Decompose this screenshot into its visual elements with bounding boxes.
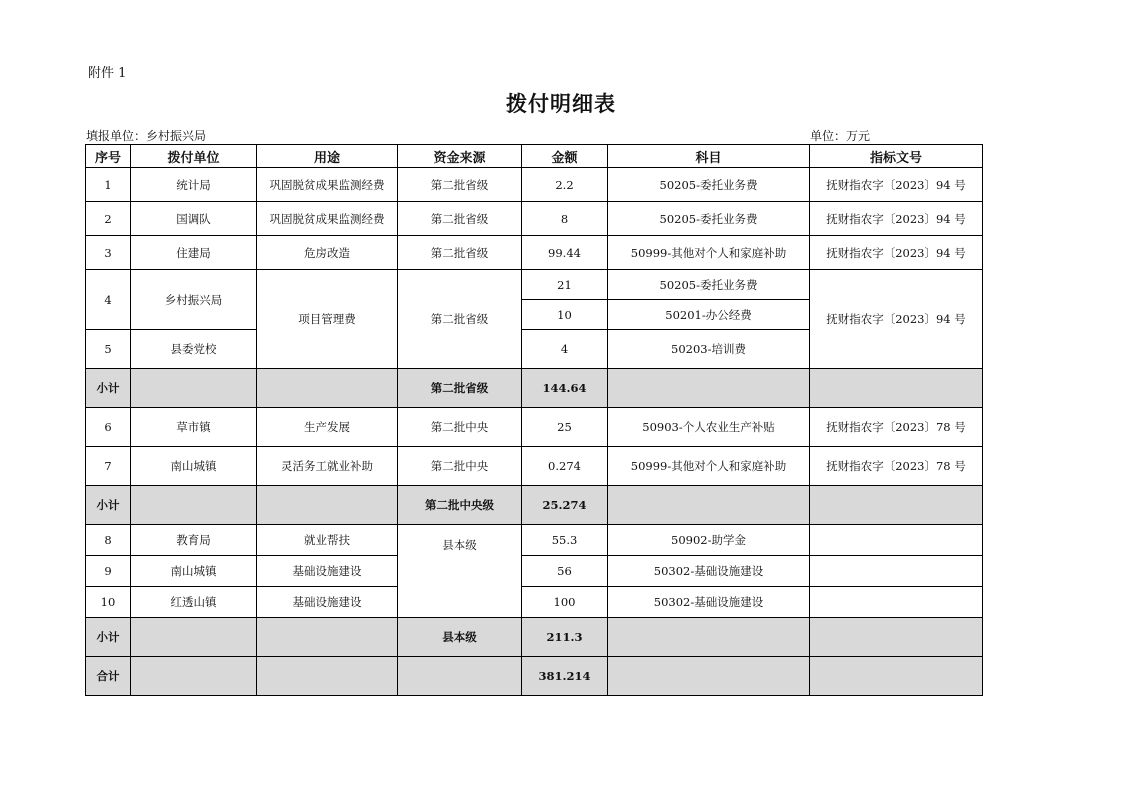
cell-unit: 统计局: [131, 168, 257, 202]
subtotal-row: [86, 486, 983, 525]
cell-doc: 抚财指农字〔2023〕94 号: [810, 202, 983, 236]
cell-subject: 50205-委托业务费: [608, 202, 810, 236]
cell-unit: 南山城镇: [131, 447, 257, 486]
cell-unit: 草市镇: [131, 408, 257, 447]
cell-unit: 县委党校: [131, 330, 257, 369]
cell-amount: 100: [522, 587, 608, 618]
table-row: [86, 270, 983, 300]
header-amount: 金额: [522, 145, 608, 168]
cell-purpose: 巩固脱贫成果监测经费: [257, 168, 398, 202]
cell-unit: 南山城镇: [131, 556, 257, 587]
header-source: 资金来源: [398, 145, 522, 168]
cell-unit: 国调队: [131, 202, 257, 236]
header-seq: 序号: [86, 145, 131, 168]
cell-seq: 6: [86, 408, 131, 447]
cell-seq: 5: [86, 330, 131, 369]
cell-doc: [810, 587, 983, 618]
cell-doc: 抚财指农字〔2023〕94 号: [810, 168, 983, 202]
total-row: [86, 657, 983, 696]
cell-amount: 56: [522, 556, 608, 587]
cell-seq: 1: [86, 168, 131, 202]
cell-source: 县本级: [398, 525, 522, 618]
cell-subject: 50203-培训费: [608, 330, 810, 369]
subtotal-label: 小计: [86, 618, 131, 657]
cell-seq: 3: [86, 236, 131, 270]
cell-subject: 50201-办公经费: [608, 300, 810, 330]
cell-source: 第二批省级: [398, 270, 522, 369]
cell-subject: 50999-其他对个人和家庭补助: [608, 236, 810, 270]
cell-purpose: 巩固脱贫成果监测经费: [257, 202, 398, 236]
subtotal-source: 第二批省级: [398, 369, 522, 408]
subtotal-label: 小计: [86, 486, 131, 525]
cell-unit: 乡村振兴局: [131, 270, 257, 330]
cell-seq: 2: [86, 202, 131, 236]
table-row: [86, 525, 983, 556]
cell-unit: 教育局: [131, 525, 257, 556]
cell-doc: 抚财指农字〔2023〕94 号: [810, 236, 983, 270]
cell-purpose: 基础设施建设: [257, 556, 398, 587]
table-row: [86, 408, 983, 447]
cell-amount: 10: [522, 300, 608, 330]
table-row: [86, 447, 983, 486]
cell-purpose: 危房改造: [257, 236, 398, 270]
cell-doc: 抚财指农字〔2023〕78 号: [810, 408, 983, 447]
cell-amount: 4: [522, 330, 608, 369]
table-row: [86, 556, 983, 587]
subtotal-row: [86, 369, 983, 408]
subtotal-amount: 144.64: [522, 369, 608, 408]
total-amount: 381.214: [522, 657, 608, 696]
table-row: [86, 587, 983, 618]
total-label: 合计: [86, 657, 131, 696]
cell-purpose: 项目管理费: [257, 270, 398, 369]
cell-source: 第二批中央: [398, 447, 522, 486]
cell-subject: 50902-助学金: [608, 525, 810, 556]
cell-purpose: 生产发展: [257, 408, 398, 447]
table-row: [86, 168, 983, 202]
cell-doc: 抚财指农字〔2023〕94 号: [810, 270, 983, 369]
annex-label: 附件 1: [88, 66, 127, 81]
table-row: [86, 202, 983, 236]
cell-doc: 抚财指农字〔2023〕78 号: [810, 447, 983, 486]
cell-source: 第二批省级: [398, 236, 522, 270]
cell-subject: 50205-委托业务费: [608, 270, 810, 300]
subtotal-source: 县本级: [398, 618, 522, 657]
cell-subject: 50999-其他对个人和家庭补助: [608, 447, 810, 486]
cell-seq: 8: [86, 525, 131, 556]
cell-purpose: 就业帮扶: [257, 525, 398, 556]
cell-seq: 10: [86, 587, 131, 618]
subtotal-source: 第二批中央级: [398, 486, 522, 525]
subtotal-amount: 25.274: [522, 486, 608, 525]
cell-subject: 50302-基础设施建设: [608, 587, 810, 618]
currency-unit: 单位：万元: [810, 129, 871, 143]
cell-seq: 4: [86, 270, 131, 330]
cell-amount: 0.274: [522, 447, 608, 486]
subtotal-row: [86, 618, 983, 657]
cell-unit: 住建局: [131, 236, 257, 270]
page-title: 拨付明细表: [506, 91, 616, 116]
cell-purpose: 基础设施建设: [257, 587, 398, 618]
cell-amount: 21: [522, 270, 608, 300]
cell-subject: 50205-委托业务费: [608, 168, 810, 202]
cell-unit: 红透山镇: [131, 587, 257, 618]
disbursement-table: [85, 144, 983, 696]
cell-amount: 55.3: [522, 525, 608, 556]
cell-doc: [810, 556, 983, 587]
cell-amount: 99.44: [522, 236, 608, 270]
cell-source: 第二批省级: [398, 202, 522, 236]
cell-purpose: 灵活务工就业补助: [257, 447, 398, 486]
cell-amount: 2.2: [522, 168, 608, 202]
cell-source: 第二批省级: [398, 168, 522, 202]
cell-doc: [810, 525, 983, 556]
table-row: [86, 236, 983, 270]
cell-subject: 50302-基础设施建设: [608, 556, 810, 587]
subtotal-label: 小计: [86, 369, 131, 408]
header-subject: 科目: [608, 145, 810, 168]
subtotal-amount: 211.3: [522, 618, 608, 657]
cell-seq: 9: [86, 556, 131, 587]
cell-source: 第二批中央: [398, 408, 522, 447]
cell-subject: 50903-个人农业生产补贴: [608, 408, 810, 447]
filing-unit: 填报单位：乡村振兴局: [86, 129, 207, 143]
header-purpose: 用途: [257, 145, 398, 168]
cell-amount: 25: [522, 408, 608, 447]
cell-seq: 7: [86, 447, 131, 486]
cell-amount: 8: [522, 202, 608, 236]
header-doc: 指标文号: [810, 145, 983, 168]
header-unit: 拨付单位: [131, 145, 257, 168]
header-row: [86, 145, 983, 168]
